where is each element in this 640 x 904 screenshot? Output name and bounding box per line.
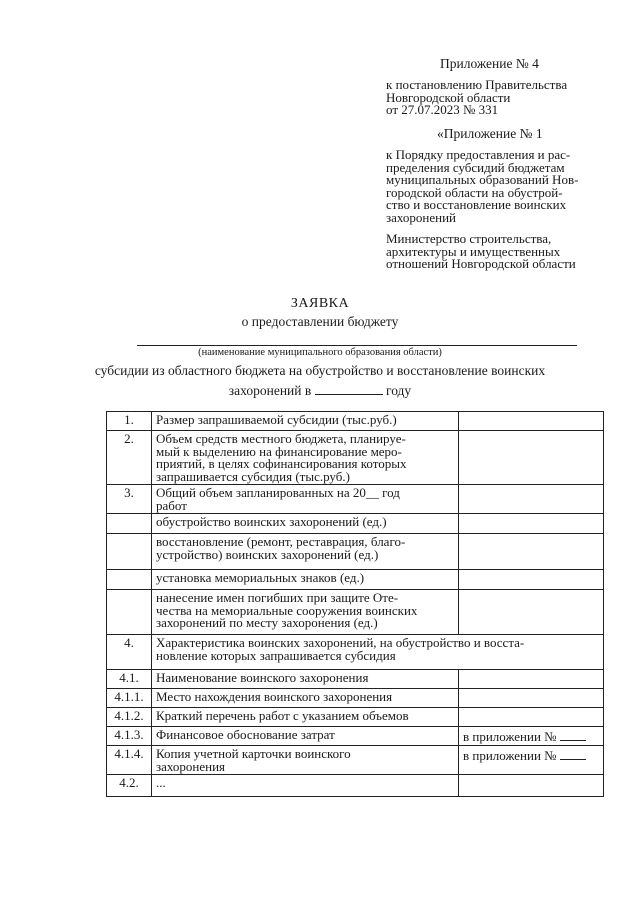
table-row: [107, 570, 604, 590]
row-description: [152, 746, 459, 775]
row-value[interactable]: [459, 412, 604, 431]
row-description-line: обустройство воинских захоронений (ед.): [156, 514, 387, 529]
row-value[interactable]: [459, 775, 604, 797]
table-row: [107, 412, 604, 431]
ministry-line: архитектуры и имущественных: [386, 243, 561, 259]
row-value[interactable]: [459, 570, 604, 590]
row-description-line: Объем средств местного бюджета, планируе-: [156, 431, 406, 446]
row-description-line: Копия учетной карточки воинского: [156, 746, 351, 761]
inner-appendix-line: пределения субсидий бюджетам: [386, 159, 565, 175]
row-number: 4.1.2.: [107, 708, 152, 727]
purpose-line-1: субсидии из областного бюджета на обустройство и восстановление воинских: [94, 363, 546, 378]
row-description-line: чества на мемориальные сооружения воинских: [156, 602, 418, 618]
row-value[interactable]: [459, 708, 604, 727]
row-number: 4.2.: [107, 775, 152, 797]
row-value[interactable]: [459, 590, 604, 635]
table-row: [107, 775, 604, 797]
inner-appendix-line: муниципальных образований Нов-: [386, 172, 579, 187]
row-description-line: устройство) воинских захоронений (ед.): [156, 546, 379, 562]
inner-appendix-title: [437, 128, 543, 141]
inner-appendix-line: захоронений: [386, 209, 457, 225]
purpose-line-2-prefix: захоронений в: [228, 383, 312, 398]
row-description: [152, 689, 459, 708]
row-value[interactable]: [459, 514, 604, 534]
row-value-text: в приложении №: [463, 748, 557, 763]
row-value[interactable]: [459, 670, 604, 689]
table-row: [107, 431, 604, 485]
municipality-name-caption: (наименование муниципального образования области): [198, 347, 442, 358]
row-number: 4.1.1.: [107, 689, 152, 708]
row-number: [107, 570, 152, 590]
row-number: 4.1.3.: [107, 727, 152, 746]
row-description-line: Финансовое обоснование затрат: [156, 727, 335, 742]
purpose-line-2-suffix: году: [386, 383, 412, 398]
table-row: [107, 689, 604, 708]
appendix-line: Новгородской области: [386, 89, 511, 105]
row-description: [152, 775, 459, 797]
year-blank: [315, 383, 383, 395]
appendix-reference: [386, 79, 567, 117]
row-number: [107, 590, 152, 635]
row-description: [152, 431, 459, 485]
row-description: [152, 635, 604, 670]
attachment-number-blank[interactable]: [560, 729, 586, 741]
ministry-line: Министерство строительства,: [386, 231, 552, 246]
row-description-line: работ: [156, 497, 187, 513]
row-value[interactable]: [459, 431, 604, 485]
row-value[interactable]: [459, 727, 604, 746]
ministry-line: отношений Новгородской области: [386, 256, 576, 271]
document-subtitle: о предоставлении бюджету: [241, 314, 399, 329]
document-title: ЗАЯВКА: [290, 296, 350, 311]
row-description-line: установка мемориальных знаков (ед.): [156, 570, 365, 585]
table-row: [107, 534, 604, 570]
inner-appendix-line: к Порядку предоставления и рас-: [386, 147, 571, 162]
table-row: [107, 514, 604, 534]
table-row: [107, 670, 604, 689]
row-description: [152, 590, 459, 635]
row-description: [152, 670, 459, 689]
inner-appendix-line: ство и восстановление воинских: [386, 197, 567, 212]
table-row: [107, 746, 604, 775]
attachment-number-blank[interactable]: [560, 748, 586, 760]
row-number: [107, 514, 152, 534]
appendix-title-text: Приложение № 4: [440, 56, 539, 71]
row-value[interactable]: [459, 485, 604, 514]
appendix-line: от 27.07.2023 № 331: [386, 102, 499, 117]
addressee-ministry: [386, 233, 576, 271]
row-description-line: ...: [156, 775, 166, 790]
row-description-line: Общий объем запланированных на 20__ год: [156, 485, 400, 500]
row-number: 4.1.: [107, 670, 152, 689]
row-description-line: Наименование воинского захоронения: [156, 670, 369, 685]
row-number: 3.: [107, 485, 152, 514]
appendix-line: к постановлению Правительства: [386, 77, 568, 92]
row-description-line: захоронения: [156, 758, 226, 774]
row-description: [152, 570, 459, 590]
purpose-line-2: [0, 383, 640, 399]
table-row: [107, 635, 604, 670]
row-description: [152, 485, 459, 514]
row-description-line: Краткий перечень работ с указанием объемов: [156, 708, 409, 723]
row-value[interactable]: [459, 746, 604, 775]
row-description-line: Характеристика воинских захоронений, на обустройство и восста-: [156, 635, 525, 650]
table-row: [107, 590, 604, 635]
row-number: 4.1.4.: [107, 746, 152, 775]
appendix-title: [440, 58, 539, 71]
row-description: [152, 514, 459, 534]
row-description-line: запрашивается субсидия (тыс.руб.): [156, 468, 350, 484]
row-number: 2.: [107, 431, 152, 485]
table-row: [107, 485, 604, 514]
row-number: [107, 534, 152, 570]
row-description-line: мый к выделению на финансирование меро-: [156, 443, 402, 459]
inner-appendix-reference: [386, 149, 578, 224]
table-row: [107, 727, 604, 746]
row-description: [152, 412, 459, 431]
municipality-name-line: [137, 345, 577, 346]
table-row: [107, 708, 604, 727]
row-value-text: в приложении №: [463, 729, 557, 744]
row-value[interactable]: [459, 689, 604, 708]
row-description: [152, 534, 459, 570]
row-number: 1.: [107, 412, 152, 431]
row-description: [152, 708, 459, 727]
row-description-line: захоронений по месту захоронения (ед.): [156, 615, 378, 630]
row-description-line: Место нахождения воинского захоронения: [156, 689, 393, 704]
row-description: [152, 727, 459, 746]
row-description-line: нанесение имен погибших при защите Оте-: [156, 590, 399, 605]
application-table: [106, 411, 604, 797]
row-number: 4.: [107, 635, 152, 670]
inner-appendix-title-text: «Приложение № 1: [437, 126, 543, 141]
row-description-line: новление которых запрашивается субсидия: [156, 647, 396, 663]
row-description-line: Размер запрашиваемой субсидии (тыс.руб.): [156, 412, 397, 427]
inner-appendix-line: городской области на обустрой-: [386, 184, 563, 200]
row-value[interactable]: [459, 534, 604, 570]
row-description-line: приятий, в целях софинансирования которых: [156, 456, 407, 471]
row-description-line: восстановление (ремонт, реставрация, благо-: [156, 534, 406, 549]
